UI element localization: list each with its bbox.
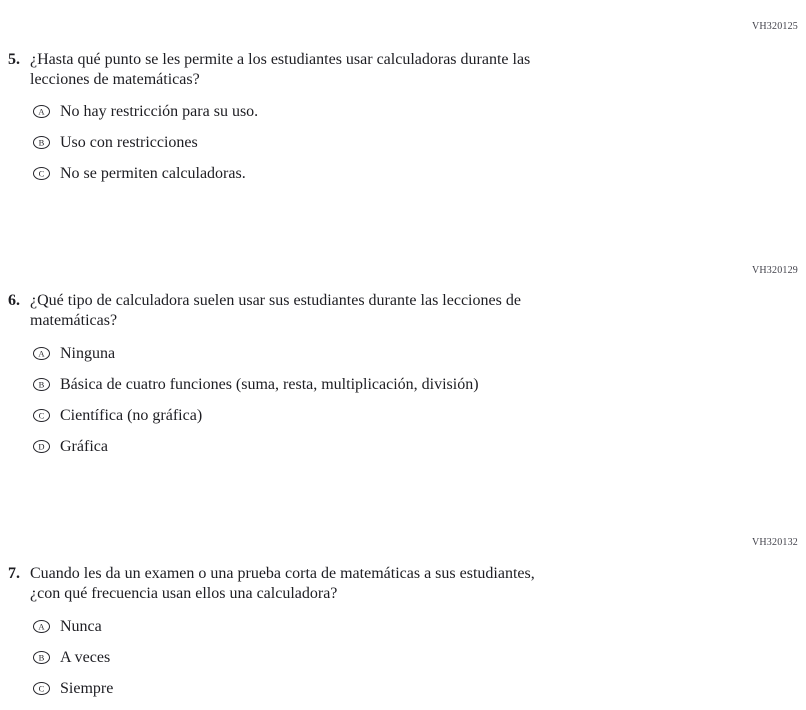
question-text-line: ¿Hasta qué punto se les permite a los estudiantes usar calculadoras durante las bbox=[30, 51, 531, 68]
option-label: Científica (no gráfica) bbox=[60, 407, 203, 424]
option-label: Ninguna bbox=[60, 345, 116, 362]
option-label: No se permiten calculadoras. bbox=[60, 165, 246, 182]
question-6 bbox=[0, 291, 806, 331]
bubble-letter: B bbox=[38, 652, 45, 663]
question-7 bbox=[0, 564, 806, 604]
answer-option-b[interactable] bbox=[0, 133, 806, 153]
answer-option-c[interactable] bbox=[0, 679, 806, 699]
question-number: 6. bbox=[8, 292, 20, 309]
bubble-letter: D bbox=[38, 441, 45, 452]
answer-bubble-c[interactable] bbox=[33, 682, 50, 695]
answer-bubble-a[interactable] bbox=[33, 105, 50, 118]
option-label: Siempre bbox=[60, 680, 114, 697]
answer-option-a[interactable] bbox=[0, 344, 806, 364]
answer-bubble-b[interactable] bbox=[33, 378, 50, 391]
answer-option-a[interactable] bbox=[0, 102, 806, 122]
question-text bbox=[30, 564, 535, 604]
answer-option-c[interactable] bbox=[0, 164, 806, 184]
question-section-5 bbox=[0, 21, 806, 195]
answer-option-b[interactable] bbox=[0, 375, 806, 395]
question-text bbox=[30, 50, 530, 90]
answer-bubble-a[interactable] bbox=[33, 347, 50, 360]
answer-option-a[interactable] bbox=[0, 617, 806, 637]
question-text-line: matemáticas? bbox=[30, 312, 118, 329]
question-number: 5. bbox=[8, 51, 20, 68]
option-label: Nunca bbox=[60, 618, 102, 635]
question-code: VH320129 bbox=[751, 265, 798, 276]
question-number: 7. bbox=[8, 565, 20, 582]
question-text bbox=[30, 291, 521, 331]
option-label: Básica de cuatro funciones (suma, resta, multiplicación, división) bbox=[60, 376, 479, 393]
question-section-7 bbox=[0, 537, 806, 710]
answer-bubble-d[interactable] bbox=[33, 440, 50, 453]
question-text-line: lecciones de matemáticas? bbox=[30, 71, 200, 88]
bubble-letter: B bbox=[38, 379, 45, 390]
answer-options bbox=[0, 102, 806, 184]
answer-bubble-b[interactable] bbox=[33, 136, 50, 149]
option-label: A veces bbox=[60, 649, 111, 666]
bubble-letter: B bbox=[38, 137, 45, 148]
question-text-line: Cuando les da un examen o una prueba corta de matemáticas a sus estudiantes, bbox=[30, 565, 535, 582]
question-section-6 bbox=[0, 265, 806, 468]
bubble-letter: A bbox=[38, 348, 45, 359]
answer-bubble-c[interactable] bbox=[33, 409, 50, 422]
bubble-letter: A bbox=[38, 106, 45, 117]
answer-bubble-b[interactable] bbox=[33, 651, 50, 664]
answer-options bbox=[0, 344, 806, 457]
option-label: Uso con restricciones bbox=[60, 134, 198, 151]
question-5 bbox=[0, 50, 806, 90]
answer-bubble-a[interactable] bbox=[33, 620, 50, 633]
question-code: VH320125 bbox=[751, 21, 798, 32]
answer-bubble-c[interactable] bbox=[33, 167, 50, 180]
bubble-letter: C bbox=[38, 410, 45, 421]
question-text-line: ¿Qué tipo de calculadora suelen usar sus estudiantes durante las lecciones de bbox=[30, 292, 521, 309]
option-label: No hay restricción para su uso. bbox=[60, 103, 259, 120]
bubble-letter: A bbox=[38, 621, 45, 632]
answer-option-b[interactable] bbox=[0, 648, 806, 668]
bubble-letter: C bbox=[38, 168, 45, 179]
question-text-line: ¿con qué frecuencia usan ellos una calculadora? bbox=[30, 585, 338, 602]
bubble-letter: C bbox=[38, 683, 45, 694]
question-code: VH320132 bbox=[751, 537, 798, 548]
answer-option-d[interactable] bbox=[0, 437, 806, 457]
answer-option-c[interactable] bbox=[0, 406, 806, 426]
answer-options bbox=[0, 617, 806, 699]
option-label: Gráfica bbox=[60, 438, 108, 455]
